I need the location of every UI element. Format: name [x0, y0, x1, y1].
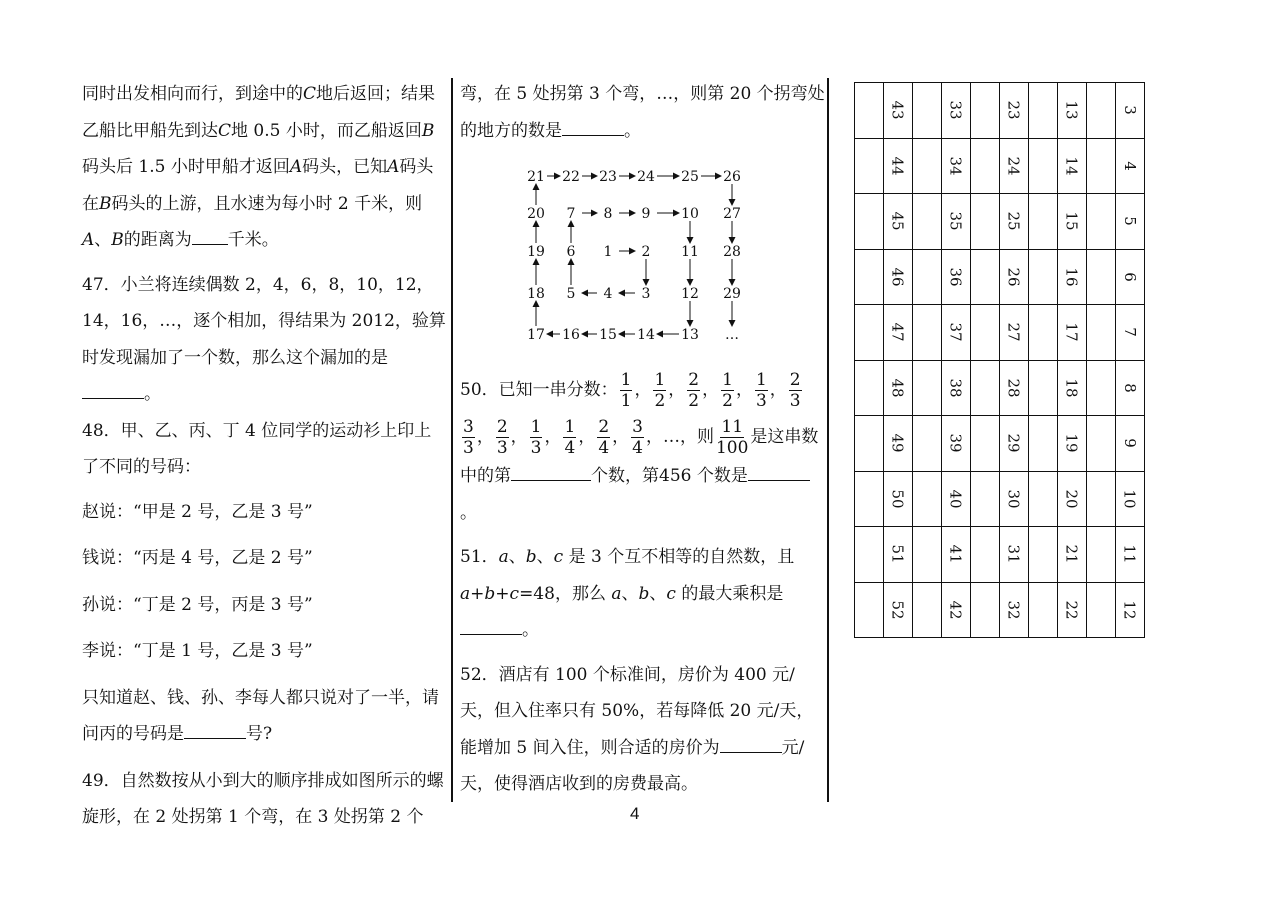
- grid-cell: 39: [942, 416, 971, 472]
- grid-cell: [971, 305, 1000, 361]
- grid-cell: 23: [1000, 83, 1029, 139]
- grid-cell: 16: [1058, 249, 1087, 305]
- spiral-number: 7: [566, 206, 576, 222]
- statement-li: 李说：“丁是 1 号，乙是 3 号”: [82, 641, 313, 661]
- grid-cell: [1029, 83, 1058, 139]
- answer-blank-48[interactable]: [184, 724, 246, 739]
- grid-cell: [855, 249, 884, 305]
- question-46-continued: 同时出发相向而行，到途中的C地后返回；结果乙船比甲船先到达C地 0.5 小时，而乙船返回B码头后 1.5 小时甲船才返回A码头，已知A码头在B码头的上游，且水速为每小时 2 千米，则A、B的距离为 千米。: [82, 84, 436, 250]
- question-51: 51．a、b、c 是 3 个互不相等的自然数，且a+b+c=48，那么 a、b、c 的最大乘积是。: [460, 547, 795, 640]
- grid-cell: 13: [1058, 83, 1087, 139]
- number-grid: [854, 82, 1145, 638]
- grid-cell: 30: [1000, 471, 1029, 527]
- grid-cell: [1029, 416, 1058, 472]
- fraction: $\frac{2}{4}$: [598, 417, 610, 458]
- grid-cell: [1087, 138, 1116, 194]
- grid-cell: [913, 416, 942, 472]
- grid-cell: 35: [942, 194, 971, 250]
- grid-cell: [971, 416, 1000, 472]
- spiral-number: 25: [681, 169, 699, 185]
- spiral-number: 12: [681, 286, 699, 302]
- grid-cell: 4: [1116, 138, 1145, 194]
- question-52: 52．酒店有 100 个标准间，房价为 400 元/天，但入住率只有 50%，若每降低 20 元/天，能增加 5 间入住，则合适的房价为 元/天，使得酒店收到的房费最高。: [460, 664, 814, 794]
- grid-cell: 11: [1116, 527, 1145, 583]
- grid-cell: [855, 194, 884, 250]
- page-number: 4: [630, 804, 640, 823]
- grid-cell: 48: [884, 360, 913, 416]
- spiral-number: 4: [603, 286, 613, 302]
- question-49-continued: 弯，在 5 处拐第 3 个弯，…，则第 20 个拐弯处的地方的数是 。: [460, 84, 825, 141]
- grid-cell: 21: [1058, 527, 1087, 583]
- spiral-number: 2: [641, 244, 651, 260]
- grid-cell: [1087, 582, 1116, 638]
- grid-cell: [855, 416, 884, 472]
- spiral-number: …: [725, 327, 739, 343]
- grid-cell: [913, 194, 942, 250]
- grid-cell: [913, 83, 942, 139]
- fraction: $\frac{1}{4}$: [564, 417, 576, 458]
- fraction: $\frac{1}{1}$: [620, 370, 632, 411]
- grid-cell: 17: [1058, 305, 1087, 361]
- grid-cell: 26: [1000, 249, 1029, 305]
- grid-cell: 3: [1116, 83, 1145, 139]
- grid-cell: [1029, 249, 1058, 305]
- grid-cell: 14: [1058, 138, 1087, 194]
- question-50-line1: 50．已知一串分数： $\frac{1}{1}$ ， $\frac{1}{2}$ ， $\frac{2}{2}$ ， $\frac{1}{2}$ ， $\frac{1}{3}$ ， $\frac{2}{3}$: [460, 370, 801, 411]
- grid-cell: 34: [942, 138, 971, 194]
- grid-cell: 44: [884, 138, 913, 194]
- grid-cell: 20: [1058, 471, 1087, 527]
- answer-blank-50a[interactable]: [511, 466, 591, 481]
- question-48-ask: 只知道赵、钱、孙、李每人都只说对了一半，请问丙的号码是 号?: [82, 687, 439, 744]
- grid-cell: [1087, 416, 1116, 472]
- grid-cell: [1087, 471, 1116, 527]
- grid-cell: [1029, 194, 1058, 250]
- spiral-number: 3: [641, 286, 651, 302]
- spiral-number: 18: [527, 286, 545, 302]
- grid-cell: 40: [942, 471, 971, 527]
- grid-cell: 31: [1000, 527, 1029, 583]
- grid-cell: [1087, 83, 1116, 139]
- grid-cell: [971, 83, 1000, 139]
- grid-cell: 50: [884, 471, 913, 527]
- grid-cell: 29: [1000, 416, 1029, 472]
- fraction-target: $\frac{11}{100}$: [715, 417, 749, 458]
- grid-cell: 41: [942, 527, 971, 583]
- grid-cell: 45: [884, 194, 913, 250]
- grid-cell: 46: [884, 249, 913, 305]
- grid-cell: 36: [942, 249, 971, 305]
- grid-cell: [1029, 360, 1058, 416]
- spiral-number: 1: [603, 244, 613, 260]
- grid-cell: [1029, 138, 1058, 194]
- grid-cell: [1029, 305, 1058, 361]
- question-50: [460, 370, 825, 803]
- statement-sun: 孙说：“丁是 2 号，丙是 3 号”: [82, 594, 313, 615]
- spiral-number: 15: [599, 327, 617, 343]
- fraction: $\frac{1}{3}$: [755, 370, 767, 411]
- grid-cell: 32: [1000, 582, 1029, 638]
- grid-cell: 10: [1116, 471, 1145, 527]
- fraction: $\frac{3}{3}$: [463, 417, 474, 458]
- spiral-number: 9: [641, 206, 651, 222]
- grid-cell: [1087, 360, 1116, 416]
- column-divider-1: [451, 78, 453, 802]
- grid-cell: 33: [942, 83, 971, 139]
- grid-cell: 5: [1116, 194, 1145, 250]
- spiral-number: 20: [527, 206, 545, 222]
- statement-qian: 钱说：“丙是 4 号，乙是 2 号”: [82, 548, 313, 568]
- grid-cell: 12: [1116, 582, 1145, 638]
- spiral-number: 21: [527, 169, 545, 185]
- grid-cell: [855, 527, 884, 583]
- grid-cell: 24: [1000, 138, 1029, 194]
- answer-blank-49[interactable]: [562, 121, 624, 136]
- grid-cell: [913, 527, 942, 583]
- grid-cell: [855, 360, 884, 416]
- grid-cell: [971, 194, 1000, 250]
- grid-cell: [913, 249, 942, 305]
- fraction: $\frac{2}{3}$: [496, 417, 508, 458]
- grid-cell: 22: [1058, 582, 1087, 638]
- middle-column: [460, 76, 825, 149]
- question-48: 48．甲、乙、丙、丁 4 位同学的运动衫上印上了不同的号码：: [82, 420, 432, 477]
- grid-cell: [855, 305, 884, 361]
- column-divider-2: [827, 78, 829, 802]
- grid-cell: [1087, 249, 1116, 305]
- grid-cell: 9: [1116, 416, 1145, 472]
- grid-cell: [971, 527, 1000, 583]
- answer-blank-47[interactable]: [82, 384, 144, 399]
- fraction: $\frac{2}{2}$: [688, 370, 700, 411]
- spiral-number: 23: [599, 169, 617, 185]
- grid-cell: [1029, 527, 1058, 583]
- grid-cell: [913, 138, 942, 194]
- spiral-number: 16: [562, 327, 580, 343]
- grid-cell: [1087, 305, 1116, 361]
- grid-cell: [1087, 527, 1116, 583]
- spiral-number: 19: [527, 244, 545, 260]
- spiral-number: 24: [637, 169, 655, 185]
- spiral-number: 17: [527, 327, 545, 343]
- grid-cell: 47: [884, 305, 913, 361]
- answer-blank-50b[interactable]: [748, 466, 810, 481]
- grid-cell: 18: [1058, 360, 1087, 416]
- answer-blank-51[interactable]: [460, 620, 522, 635]
- spiral-number: 14: [637, 327, 655, 343]
- spiral-diagram: [515, 160, 775, 350]
- fraction: $\frac{1}{2}$: [722, 370, 733, 411]
- left-column: [82, 76, 447, 836]
- spiral-number: 28: [723, 244, 741, 260]
- spiral-number: 11: [681, 244, 699, 260]
- grid-cell: [971, 138, 1000, 194]
- grid-cell: 15: [1058, 194, 1087, 250]
- grid-cell: [913, 360, 942, 416]
- spiral-number: 13: [681, 327, 699, 343]
- fraction: $\frac{3}{4}$: [632, 417, 643, 458]
- grid-cell: [971, 249, 1000, 305]
- grid-cell: 19: [1058, 416, 1087, 472]
- fraction: $\frac{1}{2}$: [654, 370, 666, 411]
- grid-cell: 8: [1116, 360, 1145, 416]
- grid-cell: [913, 582, 942, 638]
- grid-cell: [855, 83, 884, 139]
- spiral-number: 26: [723, 169, 741, 185]
- answer-blank-46[interactable]: [192, 230, 228, 245]
- grid-cell: [971, 471, 1000, 527]
- grid-cell: [971, 582, 1000, 638]
- spiral-number: 29: [723, 286, 741, 302]
- question-47: 47．小兰将连续偶数 2，4，6，8，10，12，14，16，…，逐个相加，得结果为 2012，验算时发现漏加了一个数，那么这个漏加的是。: [82, 274, 446, 404]
- grid-cell: 6: [1116, 249, 1145, 305]
- grid-cell: [855, 471, 884, 527]
- statement-zhao: 赵说：“甲是 2 号，乙是 3 号”: [82, 501, 313, 522]
- grid-cell: 27: [1000, 305, 1029, 361]
- grid-cell: 7: [1116, 305, 1145, 361]
- spiral-number: 22: [562, 169, 580, 185]
- grid-cell: 51: [884, 527, 913, 583]
- spiral-number: 5: [566, 286, 576, 302]
- spiral-number: 8: [603, 206, 613, 222]
- question-49: 49．自然数按从小到大的顺序排成如图所示的螺旋形，在 2 处拐第 1 个弯，在 3 处拐第 2 个: [82, 770, 444, 827]
- grid-cell: [1029, 582, 1058, 638]
- spiral-number: 10: [681, 206, 699, 222]
- grid-cell: 37: [942, 305, 971, 361]
- grid-cell: 52: [884, 582, 913, 638]
- fraction: $\frac{2}{3}$: [789, 370, 801, 411]
- spiral-number: 27: [723, 206, 741, 222]
- grid-cell: 38: [942, 360, 971, 416]
- grid-cell: 49: [884, 416, 913, 472]
- fraction: $\frac{1}{3}$: [530, 417, 542, 458]
- grid-cell: [1087, 194, 1116, 250]
- grid-cell: 43: [884, 83, 913, 139]
- grid-cell: [855, 138, 884, 194]
- grid-cell: [855, 582, 884, 638]
- grid-cell: [971, 360, 1000, 416]
- answer-blank-52[interactable]: [720, 738, 782, 753]
- grid-cell: [913, 305, 942, 361]
- grid-cell: 28: [1000, 360, 1029, 416]
- spiral-number: 6: [566, 244, 576, 260]
- grid-cell: [1029, 471, 1058, 527]
- grid-cell: 42: [942, 582, 971, 638]
- grid-cell: 25: [1000, 194, 1029, 250]
- grid-cell: [913, 471, 942, 527]
- question-50-line2: $\frac{3}{3}$ ， $\frac{2}{3}$ ， $\frac{1}{3}$ ， $\frac{1}{4}$ ， $\frac{2}{4}$ ， $\frac{3}{4}$ ，…，则 $\frac{11}{100}$ 是这串数中的第 个数，第456 个数是。: [460, 417, 819, 523]
